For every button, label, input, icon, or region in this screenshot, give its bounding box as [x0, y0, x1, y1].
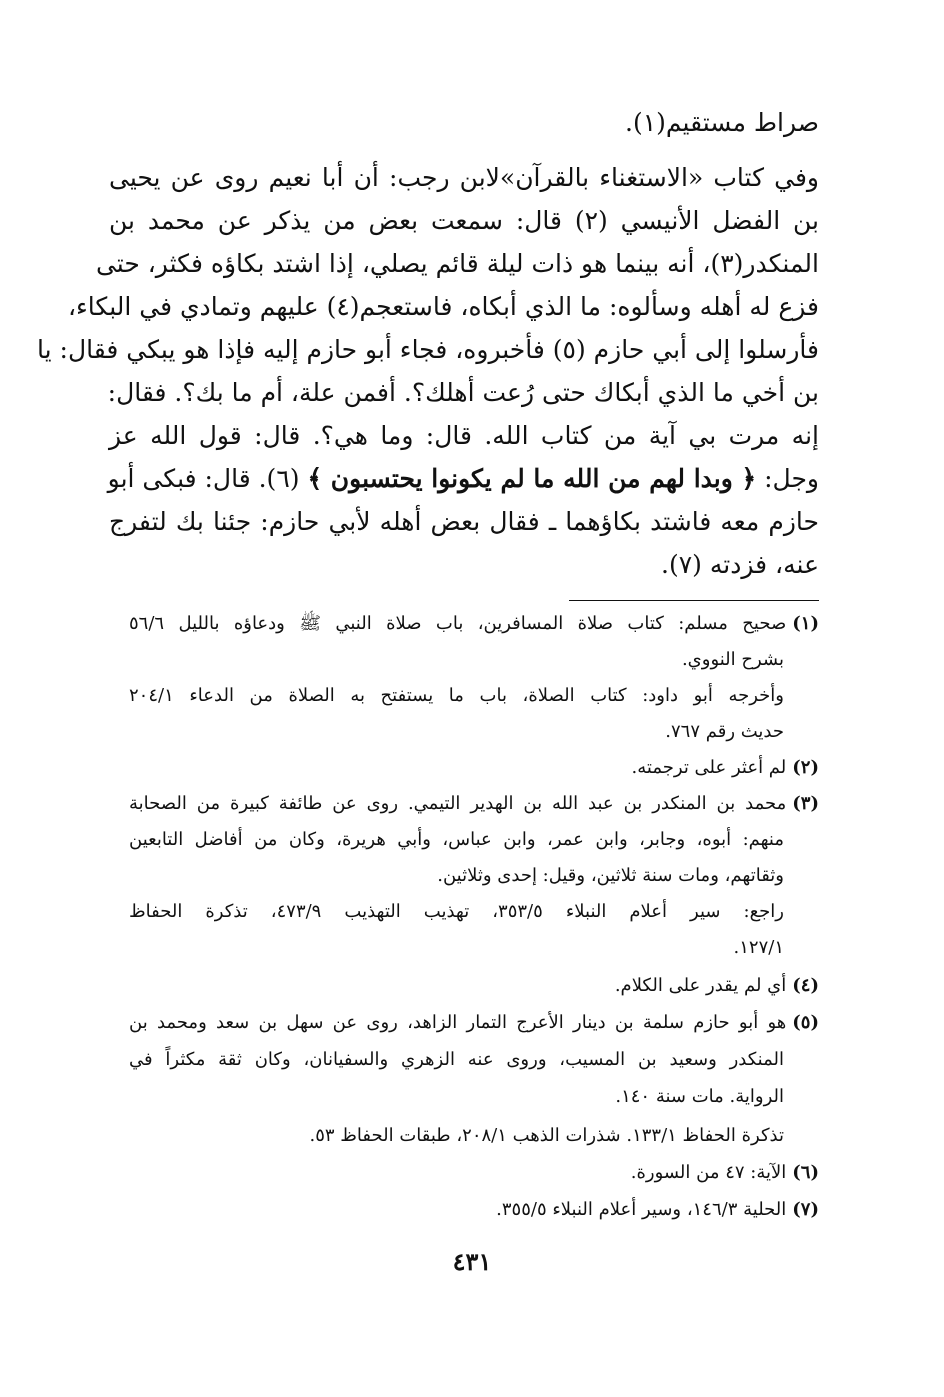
footnote-1-text-1: صحيح مسلم: كتاب صلاة المسافرين، باب صلاة النبي ﷺ ودعاؤه بالليل ٥٦/٦ [129, 613, 787, 634]
footnote-3-line-1 [129, 792, 819, 816]
body-line-5: فزع له أهله وسألوه: ما الذي أبكاه، فاستعجم(٤) عليهم وتمادي في البكاء، [67, 292, 819, 321]
footnote-6-number: (٦) [792, 1162, 819, 1183]
footnote-3-number: (٣) [792, 793, 819, 814]
footnote-3-line-3: وثقاتهم، ومات سنة ثلاثين، وقيل: إحدى وثلاثين. [437, 865, 784, 886]
footnote-5-text-1: هو أبو حازم سلمة بن دينار الأعرج التمار الزاهد، روى عن سهل بن سعد ومحمد بن [129, 1012, 787, 1033]
footnote-2 [129, 756, 819, 780]
footnote-6-text: الآية: ٤٧ من السورة. [630, 1162, 787, 1183]
body-line-7: بن أخي ما الذي أبكاك حتى رُعت أهلك؟. أفمن علة، أم ما بك؟. فقال: [107, 378, 819, 407]
footnote-5-line-4: تذكرة الحفاظ ١٣٣/١. شذرات الذهب ٢٠٨/١، طبقات الحفاظ ٥٣. [309, 1125, 784, 1146]
footnote-7 [129, 1198, 819, 1222]
body-line-11: عنه، فزدته (٧). [661, 550, 819, 579]
body-line-6: فأرسلوا إلى أبي حازم (٥) فأخبروه، فجاء أبو حازم إليه فإذا هو يبكي فقال: يا [37, 335, 819, 364]
footnote-3-text-1: محمد بن المنكدر بن عبد الله بن الهدير التيمي. روى عن طائفة كبيرة من الصحابة [129, 793, 787, 814]
footnote-7-text: الحلية ١٤٦/٣، وسير أعلام النبلاء ٣٥٥/٥. [496, 1199, 787, 1220]
body-line-2: وفي كتاب «الاستغناء بالقرآن»لابن رجب: أن أبا نعيم روى عن يحيى [109, 163, 819, 192]
footnote-1-line-2: بشرح النووي. [681, 649, 784, 670]
footnote-1-line-4: حديث رقم ٧٦٧. [665, 721, 784, 742]
footnote-4 [129, 974, 819, 998]
body-line-4: المنكدر(٣)، أنه بينما هو ذات ليلة قائم يصلي، إذا اشتد بكاؤه فكثر، حتى [95, 249, 819, 278]
verse-after: (٦). قال: فبكى أبو [107, 464, 308, 493]
footnote-2-number: (٢) [792, 757, 819, 778]
body-line-8: إنه مرت بي آية من كتاب الله. قال: وما هي؟. قال: قول الله عز [109, 421, 819, 450]
footnote-1-line-1 [129, 612, 819, 636]
footnote-5-line-2: المنكدر وسعيد بن المسيب، وروى عنه الزهري والسفيانان، وكان ثقة مكثراً في [129, 1049, 784, 1070]
footnote-7-number: (٧) [792, 1199, 819, 1220]
footnote-separator [569, 600, 819, 601]
footnote-3-line-4: راجع: سير أعلام النبلاء ٣٥٣/٥، تهذيب التهذيب ٤٧٣/٩، تذكرة الحفاظ [129, 901, 785, 922]
body-line-1: صراط مستقيم(١). [625, 108, 819, 137]
footnote-4-text: أي لم يقدر على الكلام. [614, 975, 787, 996]
footnote-6 [129, 1161, 819, 1185]
footnote-5-line-1 [129, 1011, 819, 1035]
body-line-3: بن الفضل الأنيسي (٢) قال: سمعت بعض من يذكر عن محمد بن [109, 206, 819, 235]
footnote-5-line-3: الرواية. مات سنة ١٤٠. [615, 1086, 784, 1107]
footnote-3-line-2: منهم: أبوه، وجابر، وابن عمر، وابن عباس، وأبي هريرة، وكان من أفاضل التابعين [129, 829, 784, 850]
body-line-9-verse [109, 464, 819, 494]
footnote-1-number: (١) [792, 613, 819, 634]
footnote-5-number: (٥) [792, 1012, 819, 1033]
body-line-10: حازم معه فاشتد بكاؤهما ـ فقال بعض أهله لأبي حازم: جئنا بك لتفرج [109, 507, 819, 536]
footnote-4-number: (٤) [792, 975, 819, 996]
quran-verse: ﴿ وبدا لهم من الله ما لم يكونوا يحتسبون ﴾ [307, 464, 757, 493]
page-number: ٤٣١ [452, 1247, 492, 1276]
footnote-1-line-3: وأخرجه أبو داود: كتاب الصلاة، باب ما يستفتح به الصلاة من الدعاء ٢٠٤/١ [129, 685, 784, 706]
verse-intro: وجل: [756, 464, 819, 493]
footnote-2-text: لم أعثر على ترجمته. [631, 757, 787, 778]
footnote-3-line-5: ١٢٧/١. [733, 937, 784, 958]
